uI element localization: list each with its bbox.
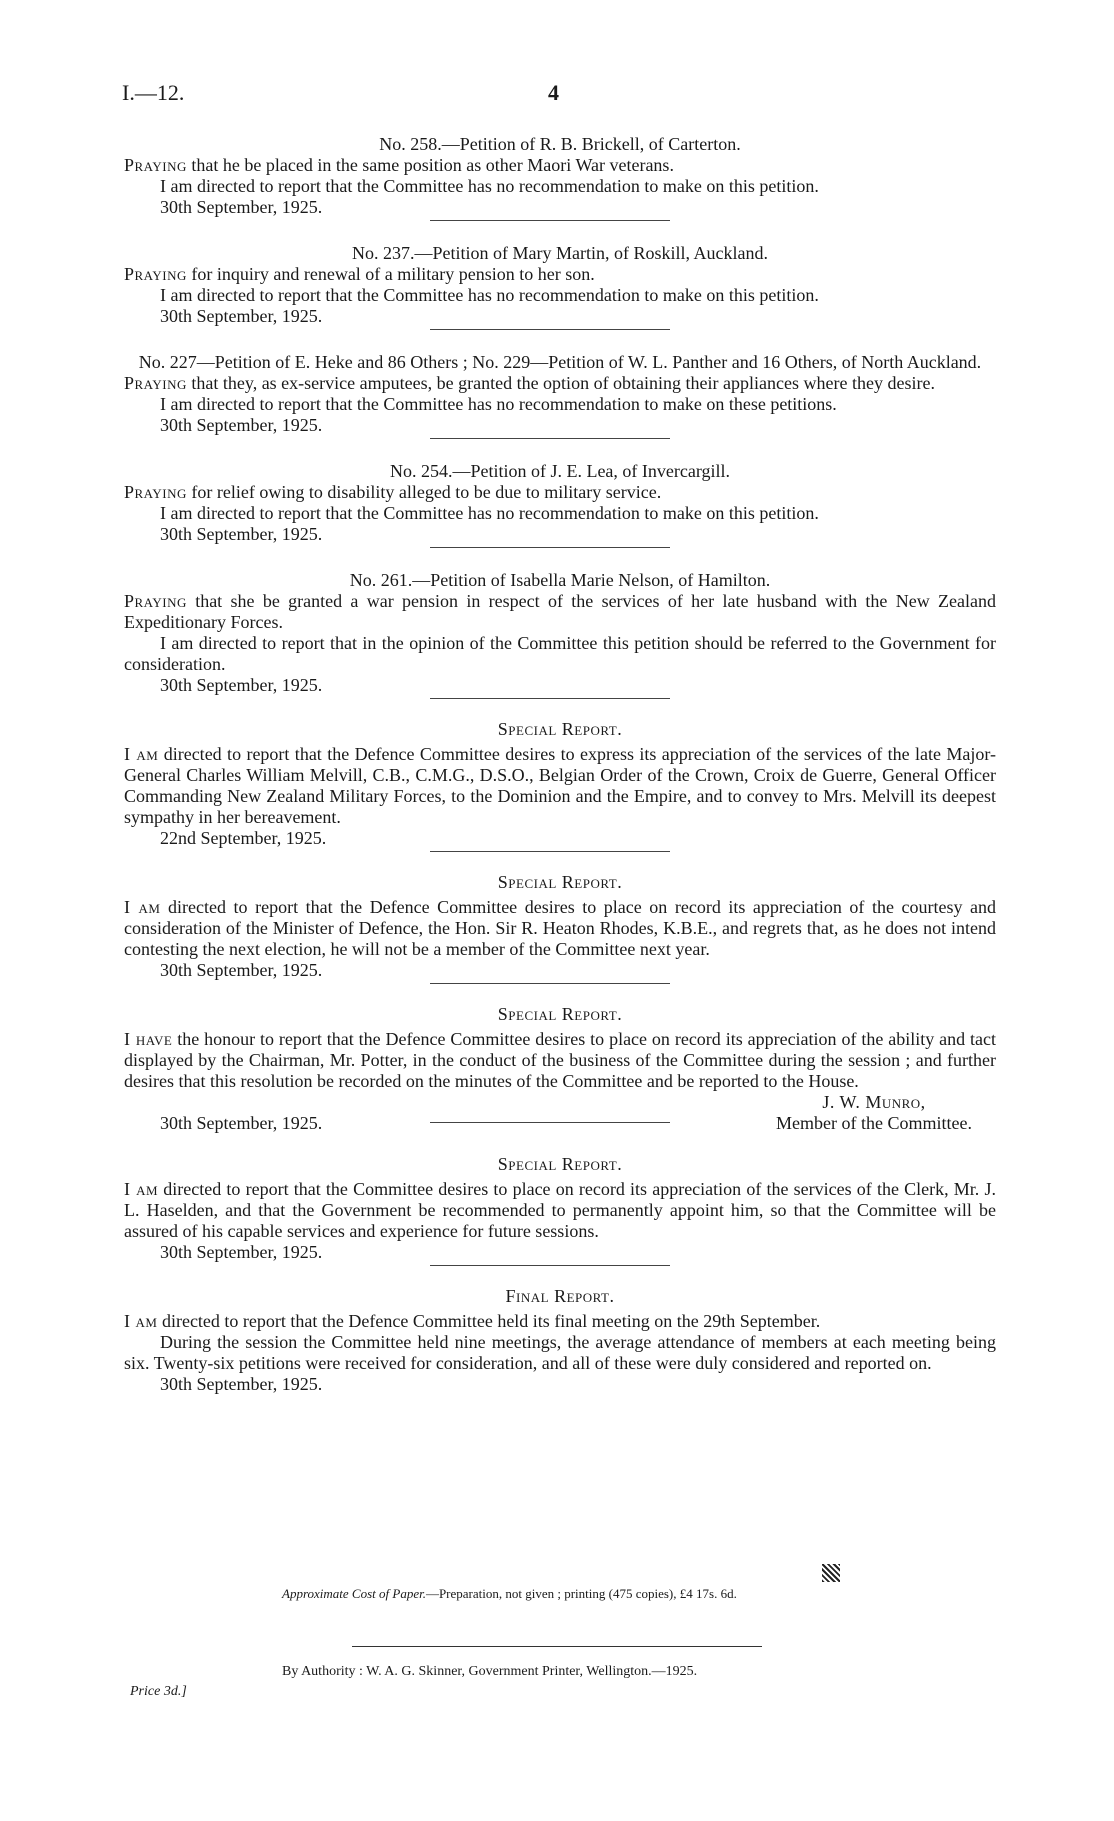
- report-date: 30th September, 1925.: [160, 1242, 323, 1262]
- praying-text: [124, 155, 996, 176]
- footer-divider: [352, 1646, 762, 1647]
- praying-text: [124, 264, 996, 285]
- report-lead: I am: [124, 897, 161, 917]
- petition-title: No. 254.—Petition of J. E. Lea, of Invercargill.: [389, 461, 731, 481]
- special-report-heading: Special Report.: [497, 872, 623, 892]
- praying-lead: Praying: [124, 591, 187, 611]
- special-report-heading: Special Report.: [497, 719, 623, 739]
- section-divider: [430, 851, 670, 852]
- praying-lead: Praying: [124, 264, 187, 284]
- report-rest: the honour to report that the Defence Committee desires to place on record its appreciation of the ability and tact displayed by the Chairman, Mr. Potter, in the conduct of the business of the Committee during the session ; and further desires that this resolution be recorded on the minutes of the Committee and be reported to the House.: [124, 1029, 996, 1091]
- petition-block: [124, 570, 996, 699]
- report-date: 30th September, 1925.: [160, 415, 323, 435]
- praying-lead: Praying: [124, 373, 187, 393]
- price-note: Price 3d.]: [130, 1684, 187, 1699]
- report-lead: I am: [124, 1179, 159, 1199]
- report-date: 30th September, 1925.: [160, 306, 323, 326]
- section-divider: [430, 1265, 670, 1266]
- report-rest: directed to report that the Committee desires to place on record its appreciation of the services of the Clerk, Mr. J. L. Haselden, and that the Government be recommended to permanently appoint him, so that the Committee will be assured of his capable services and experience for future sessions.: [124, 1179, 996, 1241]
- document-reference: I.—12.: [122, 80, 185, 105]
- page-number: 4: [548, 80, 559, 105]
- printer-stamp-icon: [822, 1564, 840, 1582]
- report-rest: directed to report that the Defence Committee desires to place on record its appreciation of the courtesy and consideration of the Minister of Defence, the Hon. Sir R. Heaton Rhodes, K.B.E., and regrets that, as he does not intend contesting the next election, he will not be a member of the Committee next year.: [124, 897, 996, 959]
- praying-rest: that she be granted a war pension in respect of the services of her late husband with the New Zealand Expeditionary Forces.: [124, 591, 996, 632]
- special-report-text: [124, 1179, 996, 1242]
- special-report-text: [124, 744, 996, 828]
- report-text: I am directed to report that the Committee has no recommendation to make on this petition.: [160, 285, 819, 305]
- report-rest: directed to report that the Defence Committee held its final meeting on the 29th September.: [157, 1311, 821, 1331]
- special-report-block: [124, 872, 996, 984]
- special-report-heading: Special Report.: [497, 1004, 623, 1024]
- section-divider: [430, 698, 670, 699]
- report-lead: I am: [124, 744, 159, 764]
- report-rest: directed to report that the Defence Committee desires to express its appreciation of the services of the late Major-General Charles William Melvill, C.B., C.M.G., D.S.O., Belgian Order of the Crown, Croix de Guerre, General Officer Commanding New Zealand Military Forces, to the Dominion and the Empire, and to convey to Mrs. Melvill its deepest sympathy in her bereavement.: [124, 744, 996, 827]
- petition-block: [124, 243, 996, 330]
- signature-row: [124, 1092, 996, 1134]
- final-report-text: [124, 1311, 996, 1332]
- report-lead: I have: [124, 1029, 173, 1049]
- praying-rest: for relief owing to disability alleged to be due to military service.: [186, 482, 662, 502]
- report-date: 30th September, 1925.: [160, 960, 323, 980]
- section-divider: [430, 983, 670, 984]
- signatory-title: Member of the Committee.: [776, 1113, 972, 1133]
- cost-of-paper: [282, 1583, 737, 1604]
- petition-block: [124, 461, 996, 548]
- report-date: 30th September, 1925.: [160, 524, 323, 544]
- special-report-heading: Special Report.: [497, 1154, 623, 1174]
- special-report-block: [124, 719, 996, 852]
- petition-title: No. 237.—Petition of Mary Martin, of Roskill, Auckland.: [352, 243, 768, 263]
- praying-text: [124, 482, 996, 503]
- printer-authority: By Authority : W. A. G. Skinner, Government Printer, Wellington.—1925.: [282, 1664, 698, 1679]
- special-report-text: [124, 897, 996, 960]
- final-report-block: [124, 1286, 996, 1395]
- report-date: 30th September, 1925.: [160, 1374, 323, 1394]
- report-date: 22nd September, 1925.: [160, 828, 327, 848]
- praying-text: [124, 591, 996, 633]
- praying-rest: that he be placed in the same position as other Maori War veterans.: [186, 155, 674, 175]
- special-report-block: [124, 1154, 996, 1266]
- praying-lead: Praying: [124, 482, 187, 502]
- final-report-heading: Final Report.: [505, 1286, 615, 1306]
- report-date: 30th September, 1925.: [160, 1113, 323, 1133]
- report-lead: I am: [124, 1311, 158, 1331]
- petition-title: No. 261.—Petition of Isabella Marie Nelson, of Hamilton.: [349, 570, 771, 590]
- report-date: 30th September, 1925.: [160, 675, 323, 695]
- signatory-name: J. W. Munro,: [822, 1092, 926, 1112]
- praying-rest: for inquiry and renewal of a military pension to her son.: [186, 264, 595, 284]
- report-date: 30th September, 1925.: [160, 197, 323, 217]
- cost-text: —Preparation, not given ; printing (475 copies), £4 17s. 6d.: [425, 1586, 737, 1601]
- praying-text: [124, 373, 996, 394]
- final-report-paragraph: During the session the Committee held nine meetings, the average attendance of members at each meeting being six. Twenty-six petitions were received for consideration, and all of these were duly considered and reported on.: [124, 1332, 996, 1373]
- petition-title: No. 227—Petition of E. Heke and 86 Others ; No. 229—Petition of W. L. Panther and 16 Others, of North Auckland.: [138, 352, 982, 372]
- petition-block: [124, 352, 996, 439]
- praying-lead: Praying: [124, 155, 187, 175]
- section-divider: [430, 1122, 670, 1123]
- petition-title: No. 258.—Petition of R. B. Brickell, of Carterton.: [379, 134, 741, 154]
- report-text: I am directed to report that the Committee has no recommendation to make on these petitions.: [160, 394, 837, 414]
- report-text: I am directed to report that in the opinion of the Committee this petition should be referred to the Government for consideration.: [124, 633, 996, 674]
- special-report-text: [124, 1029, 996, 1092]
- document-body: [124, 134, 996, 1395]
- cost-label: Approximate Cost of Paper.: [282, 1586, 426, 1601]
- report-text: I am directed to report that the Committee has no recommendation to make on this petition.: [160, 503, 819, 523]
- petition-block: [124, 134, 996, 221]
- special-report-block: [124, 1004, 996, 1134]
- report-text: I am directed to report that the Committee has no recommendation to make on this petition.: [160, 176, 819, 196]
- praying-rest: that they, as ex-service amputees, be granted the option of obtaining their appliances where they desire.: [186, 373, 935, 393]
